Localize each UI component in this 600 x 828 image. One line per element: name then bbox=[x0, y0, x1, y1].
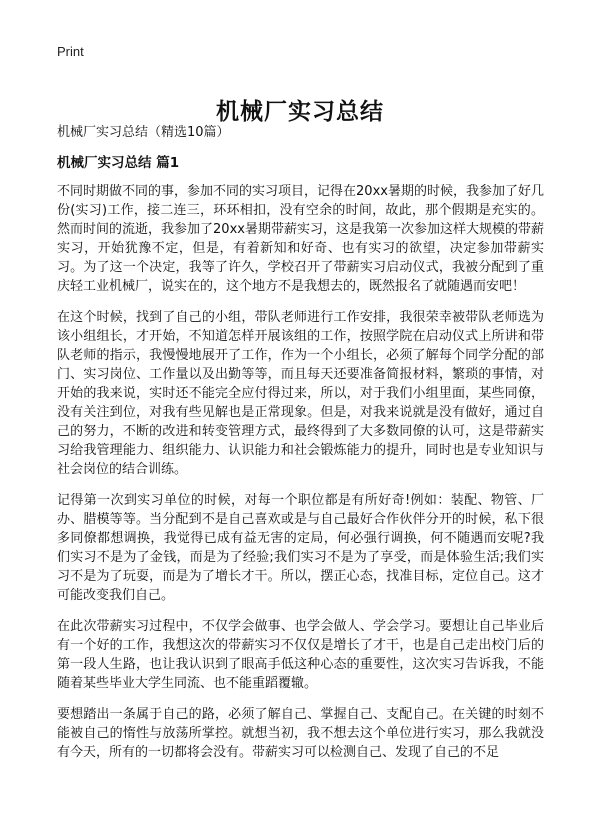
document-title: 机械厂实习总结 bbox=[216, 99, 384, 126]
paragraph: 在此次带薪实习过程中，不仅学会做事、也学会做人、学会学习。要想让自己毕业后有一个好的工作，我想这次的带薪实习不仅仅是增长了才干，也是自己走出校门后的第一段人生路，也让我认识到了眼高手低这种心态的重要性，这次实习告诉我，不能随着某些毕业大学生同流、也不能重蹈覆辙。 bbox=[57, 619, 544, 691]
document-subtitle: 机械厂实习总结（精选10篇） bbox=[57, 125, 230, 140]
paragraph: 不同时期做不同的事，参加不同的实习项目，记得在20xx暑期的时候，我参加了好几份(实习)工作，接二连三，环环相扣，没有空余的时间，故此，那个假期是充实的。然而时间的流逝，我参加了20xx暑期带薪实习，这是我第一次参加这样大规模的带薪实习，开始犹豫不定，但是，有着新知和好奇、也有实习的欲望，决定参加带薪实习。为了这一个决定，我等了许久，学校召开了带薪实习启动仪式，我被分配到了重庆轻工业机械厂，说实在的，这个地方不是我想去的，既然报名了就随遇而安吧！ bbox=[57, 184, 544, 294]
paragraph: 在这个时候，找到了自己的小组，带队老师进行工作安排，我很荣幸被带队老师选为该小组组长，才开始，不知道怎样开展该组的工作，按照学院在启动仪式上所讲和带队老师的指示，我慢慢地展开了工作，作为一个小组长，必须了解每个同学分配的部门、实习岗位、工作量以及出勤等等，而且每天还要准备简报材料，繁琐的事情，对开始的我来说，实时还不能完全应付得过来，所以，对于我们小组里面，某些同僚，没有关注到位，对我有些见解也是正常现象。但是，对我来说就是没有做好，通过自己的努力，不断的改进和转变管理方式，最终得到了大多数同僚的认可，这是带薪实习给我管理能力、组织能力、认识能力和社会锻炼能力的提升，同时也是专业知识与社会岗位的结合训练。 bbox=[57, 310, 544, 477]
print-label: Print bbox=[57, 44, 84, 59]
paragraph: 记得第一次到实习单位的时候，对每一个职位都是有所好奇!例如：装配、物管、厂办、腊模等等。当分配到不是自己喜欢或是与自己最好合作伙伴分开的时候，私下很多同僚都想调换，我觉得已成有益无害的定局，何必强行调换，何不随遇而安呢?我们实习不是为了金钱，而是为了经验;我们实习不是为了享受，而是体验生活;我们实习不是为了玩耍，而是为了增长才干。所以，摆正心态，找准目标，定位自己。这才可能改变我们自己。 bbox=[57, 493, 544, 603]
paragraph: 要想踏出一条属于自己的路，必须了解自己、掌握自己、支配自己。在关键的时刻不能被自己的惰性与放荡所掌控。就想当初，我不想去这个单位进行实习，那么我就没有今天，所有的一切都将会没有。带薪实习可以检测自己、发现了自己的不足 bbox=[57, 707, 544, 760]
body-text bbox=[57, 182, 544, 774]
section-heading: 机械厂实习总结 篇1 bbox=[57, 155, 180, 171]
